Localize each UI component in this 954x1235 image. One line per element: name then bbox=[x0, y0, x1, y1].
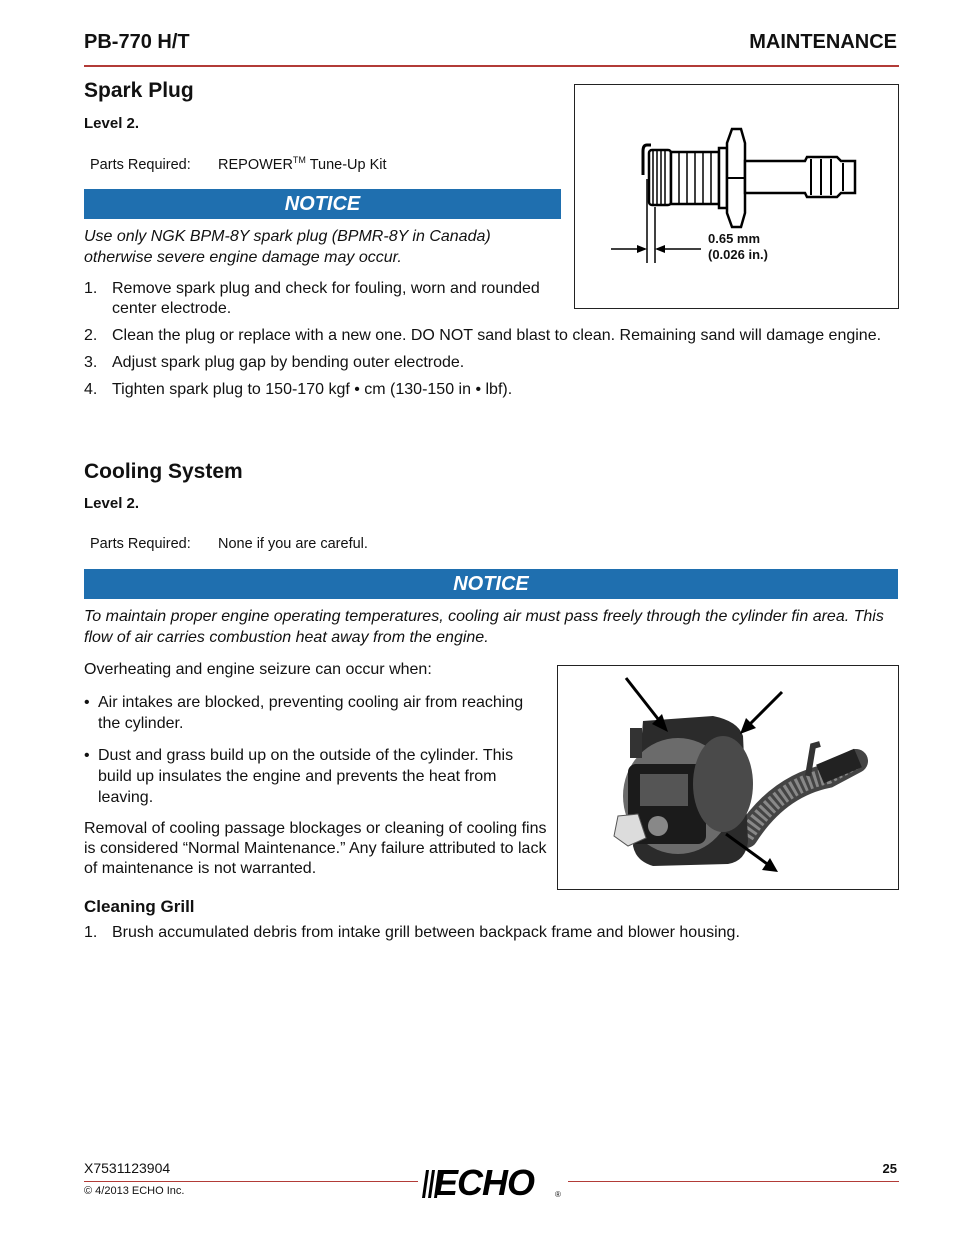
spark-plug-step-1: 1. Remove spark plug and check for fouling, worn and rounded center electrode. bbox=[84, 280, 540, 317]
header-section: MAINTENANCE bbox=[749, 31, 897, 53]
spark-plug-figure bbox=[574, 84, 899, 309]
spark-plug-level: Level 2. bbox=[84, 115, 140, 132]
cooling-system-title: Cooling System bbox=[84, 460, 243, 483]
spark-plug-illustration bbox=[575, 85, 898, 308]
trademark-mark: TM bbox=[292, 155, 306, 165]
cooling-bullet-2: • Dust and grass build up on the outside of the cylinder. This build up insulates the engine and prevents the heat from leaving. bbox=[84, 747, 514, 806]
parts-required-value: None if you are careful. bbox=[218, 536, 368, 552]
spark-plug-step-3: 3. Adjust spark plug gap by bending outer electrode. bbox=[84, 354, 465, 371]
spark-plug-steps-part1 bbox=[84, 279, 564, 326]
parts-required-label: Parts Required: bbox=[90, 156, 191, 173]
cooling-level: Level 2. bbox=[84, 495, 140, 512]
spark-plug-steps-part2 bbox=[84, 326, 884, 407]
parts-required-value: REPOWER bbox=[218, 156, 293, 173]
cleaning-grill-step-1: 1. Brush accumulated debris from intake grill between backpack frame and blower housing. bbox=[84, 924, 740, 941]
cooling-removal-text: Removal of cooling passage blockages or cleaning of cooling fins is considered “Normal Maintenance.” Any failure attributed to lack of maintenance is not warranted. bbox=[84, 820, 547, 877]
gap-dimension-label: 0.65 mm (0.026 in.) bbox=[708, 231, 768, 262]
spark-plug-parts bbox=[90, 155, 387, 173]
header-divider bbox=[84, 65, 899, 67]
parts-required-suffix: Tune-Up Kit bbox=[305, 156, 387, 173]
page-number: 25 bbox=[882, 1161, 897, 1176]
blower-figure bbox=[557, 665, 899, 890]
cleaning-grill-title: Cleaning Grill bbox=[84, 897, 195, 916]
spark-plug-title: Spark Plug bbox=[84, 79, 194, 102]
logo-registered-mark: ® bbox=[555, 1190, 561, 1199]
echo-logo bbox=[418, 1164, 568, 1204]
logo-wordmark: ECHO bbox=[434, 1162, 535, 1203]
cooling-notice-text: To maintain proper engine operating temperatures, cooling air must pass freely through the cylinder fin area. This flow of air carries combustion heat away from the engine. bbox=[84, 608, 884, 646]
cooling-intro: Overheating and engine seizure can occur when: bbox=[84, 661, 432, 678]
footer-document-code: X7531123904 bbox=[84, 1160, 171, 1176]
header-model: PB-770 H/T bbox=[84, 31, 190, 53]
spark-plug-notice-banner: NOTICE bbox=[84, 189, 561, 219]
cooling-parts bbox=[90, 536, 368, 552]
cleaning-grill-steps bbox=[84, 923, 899, 950]
cooling-bullet-list bbox=[84, 692, 546, 819]
blower-illustration bbox=[558, 666, 898, 889]
spark-plug-step-2: 2. Clean the plug or replace with a new one. DO NOT sand blast to clean. Remaining sand will damage engine. bbox=[84, 327, 882, 344]
spark-plug-notice-text: Use only NGK BPM-8Y spark plug (BPMR-8Y in Canada) otherwise severe engine damage may occur. bbox=[84, 228, 491, 266]
cooling-notice-banner: NOTICE bbox=[84, 569, 898, 599]
cooling-bullet-1: • Air intakes are blocked, preventing cooling air from reaching the cylinder. bbox=[84, 694, 524, 732]
footer-copyright: © 4/2013 ECHO Inc. bbox=[84, 1185, 185, 1197]
spark-plug-step-4: 4. Tighten spark plug to 150-170 kgf • cm (130-150 in • lbf). bbox=[84, 381, 513, 398]
parts-required-label: Parts Required: bbox=[90, 536, 191, 552]
